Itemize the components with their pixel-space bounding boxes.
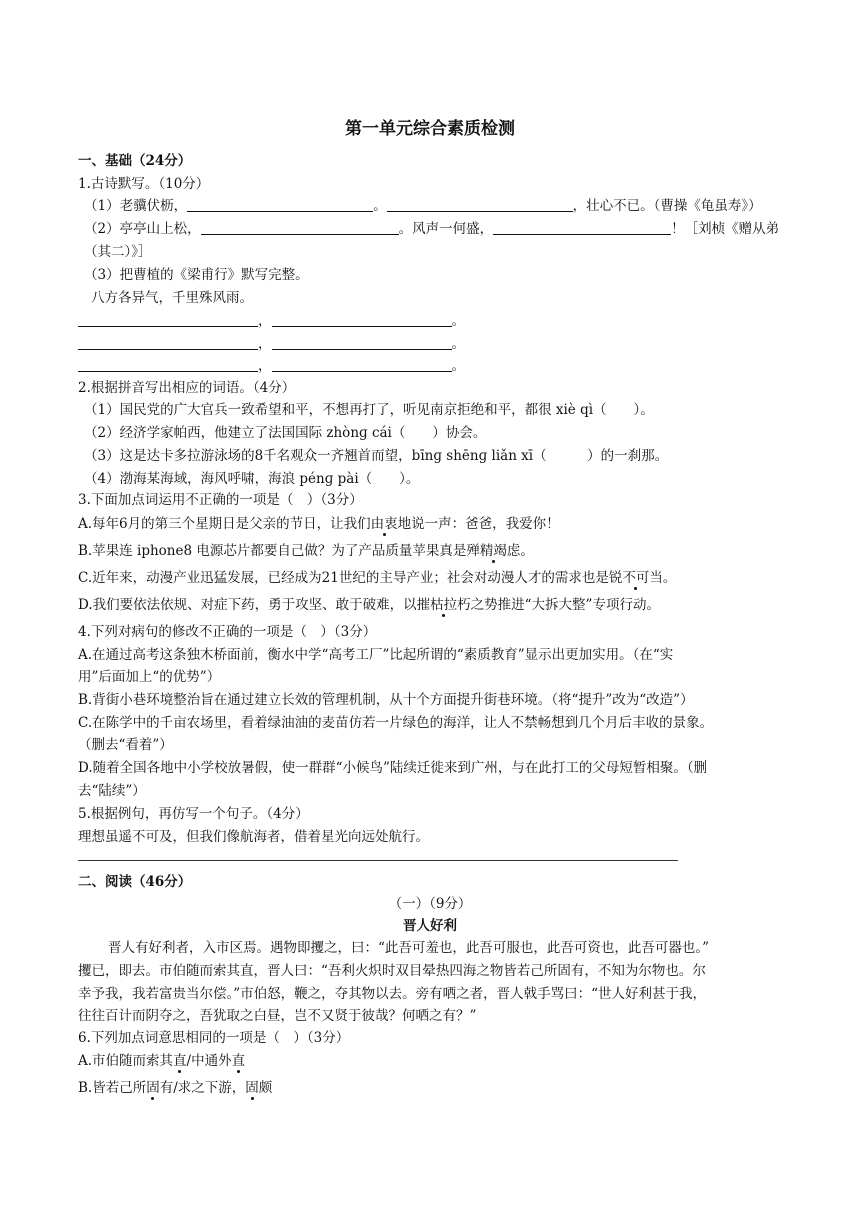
passage-line: 晋人有好利者，入市区焉。遇物即攫之，曰：“此吾可羞也，此吾可服也，此吾可资也，此吾可器也。” bbox=[108, 940, 710, 956]
answer-blank[interactable] bbox=[272, 312, 452, 327]
answer-blank[interactable] bbox=[272, 357, 452, 372]
answer-blank[interactable] bbox=[272, 335, 452, 350]
q6-option-a: A.市伯随而索其直/中通外直 bbox=[78, 1053, 246, 1069]
q4-option-d: D.随着全国各地中小学校放暑假，使一群群“小候鸟”陆续迁徙来到广州，与在此打工的父母短暂相聚。（删 bbox=[78, 760, 708, 776]
q4-option-d-cont: 去“陆续”） bbox=[78, 783, 146, 799]
reading-1-header: （一）（9分） bbox=[388, 896, 472, 912]
answer-blank[interactable] bbox=[493, 220, 671, 235]
q1-part2: （2）亭亭山上松， 。风声一何盛， ！［刘桢《赠从弟 bbox=[84, 221, 780, 237]
q4-option-a: A.在通过高考这条独木桥面前，衡水中学“高考工厂”比起所谓的“素质教育”显示出更加实用。（在“实 bbox=[78, 647, 674, 663]
passage-line: 幸予我，我若富贵当尔偿。”市伯怒，鞭之，夺其物以去。旁有哂之者，晋人戟手骂曰：“世人好利甚于我， bbox=[78, 986, 707, 1002]
q4-option-c: C.在陈学中的千亩农场里，看着绿油油的麦苗仿若一片绿色的海洋，让人不禁畅想到几个月后丰收的景象。 bbox=[78, 715, 714, 731]
q4-stem: 4.下列对病句的修改不正确的一项是（ ）（3分） bbox=[78, 624, 377, 640]
q3-option-b: B.苹果连 iphone8 电源芯片都要自己做？为了产品质量苹果真是殚精竭虑。 bbox=[78, 543, 534, 559]
q5-answer-line[interactable] bbox=[78, 860, 678, 861]
section-1-header: 一、基础（24分） bbox=[78, 153, 192, 169]
answer-blank[interactable] bbox=[187, 197, 373, 212]
q2-part1: （1）国民党的广大官兵一致希望和平，不想再打了，听见南京拒绝和平，都很 xiè qì（ ）。 bbox=[84, 402, 654, 418]
q6-option-b: B.皆若己所固有/求之下游，固颇 bbox=[78, 1080, 273, 1096]
q5-example: 理想虽遥不可及，但我们像航海者，借着星光向远处航行。 bbox=[78, 829, 429, 845]
q2-stem: 2.根据拼音写出相应的词语。（4分） bbox=[78, 380, 296, 396]
q2-part4: （4）渤海某海域，海风呼啸，海浪 pénɡ pài（ ）。 bbox=[84, 471, 420, 487]
q5-stem: 5.根据例句，再仿写一个句子。（4分） bbox=[78, 806, 309, 822]
q3-option-a: A.每年6月的第三个星期日是父亲的节日，让我们由衷地说一声：爸爸，我爱你！ bbox=[78, 516, 560, 532]
passage-line: 攫已，即去。市伯随而索其直，晋人曰：“吾利火炽时双目晕热四海之物皆若己所固有，不知为尔物也。尔 bbox=[78, 963, 706, 979]
section-2-header: 二、阅读（46分） bbox=[78, 874, 192, 890]
q3-stem: 3.下面加点词运用不正确的一项是（ ）（3分） bbox=[78, 492, 363, 508]
q1-part1: （1）老骥伏枥， 。 ，壮心不已。（曹操《龟虽寿》） bbox=[84, 198, 762, 214]
q3-option-d: D.我们要依法依规、对症下药，勇于攻坚、敢于破难，以摧枯拉朽之势推进“大拆大整”专项行动。 bbox=[78, 597, 660, 613]
q6-stem: 6.下列加点词意思相同的一项是（ ）（3分） bbox=[78, 1030, 350, 1046]
q2-part2: （2）经济学家帕西，他建立了法国国际 zhònɡ cái（ ）协会。 bbox=[84, 425, 487, 441]
q1-part3-given-line: 八方各异气，千里殊风雨。 bbox=[91, 290, 253, 306]
answer-blank[interactable] bbox=[387, 197, 573, 212]
answer-blank[interactable] bbox=[78, 312, 258, 327]
q1-part3: （3）把曹植的《梁甫行》默写完整。 bbox=[84, 267, 309, 283]
q1-answer-line-3: ， 。 bbox=[78, 356, 465, 376]
answer-blank[interactable] bbox=[201, 220, 399, 235]
answer-blank[interactable] bbox=[78, 357, 258, 372]
q1-part2-cont: （其二）》］ bbox=[84, 244, 152, 260]
q3-option-c: C.近年来，动漫产业迅猛发展，已经成为21世纪的主导产业；社会对动漫人才的需求也是锐不可当。 bbox=[78, 570, 677, 586]
q4-option-a-cont: 用”后面加上“的优势”） bbox=[78, 669, 221, 685]
q4-option-b: B.背街小巷环境整治旨在通过建立长效的管理机制，从十个方面提升街巷环境。（将“提升”改为“改造”） bbox=[78, 692, 694, 708]
q1-stem: 1.古诗默写。（10分） bbox=[78, 176, 210, 192]
page-title: 第一单元综合素质检测 bbox=[345, 119, 515, 139]
passage-line: 往往百计而阴夺之，吾犹取之白昼，岂不又贤于彼哉？何哂之有？” bbox=[78, 1008, 477, 1024]
passage-title: 晋人好利 bbox=[403, 918, 457, 934]
q1-answer-line-1: ， 。 bbox=[78, 311, 465, 331]
q4-option-c-cont: （删去“看着”） bbox=[78, 737, 173, 753]
answer-blank[interactable] bbox=[78, 335, 258, 350]
q2-part3: （3）这是达卡多拉游泳场的8千名观众一齐翘首而望，bīnɡ shēnɡ liǎn xī（ ）的一刹那。 bbox=[84, 448, 669, 464]
q1-answer-line-2: ， 。 bbox=[78, 334, 465, 354]
